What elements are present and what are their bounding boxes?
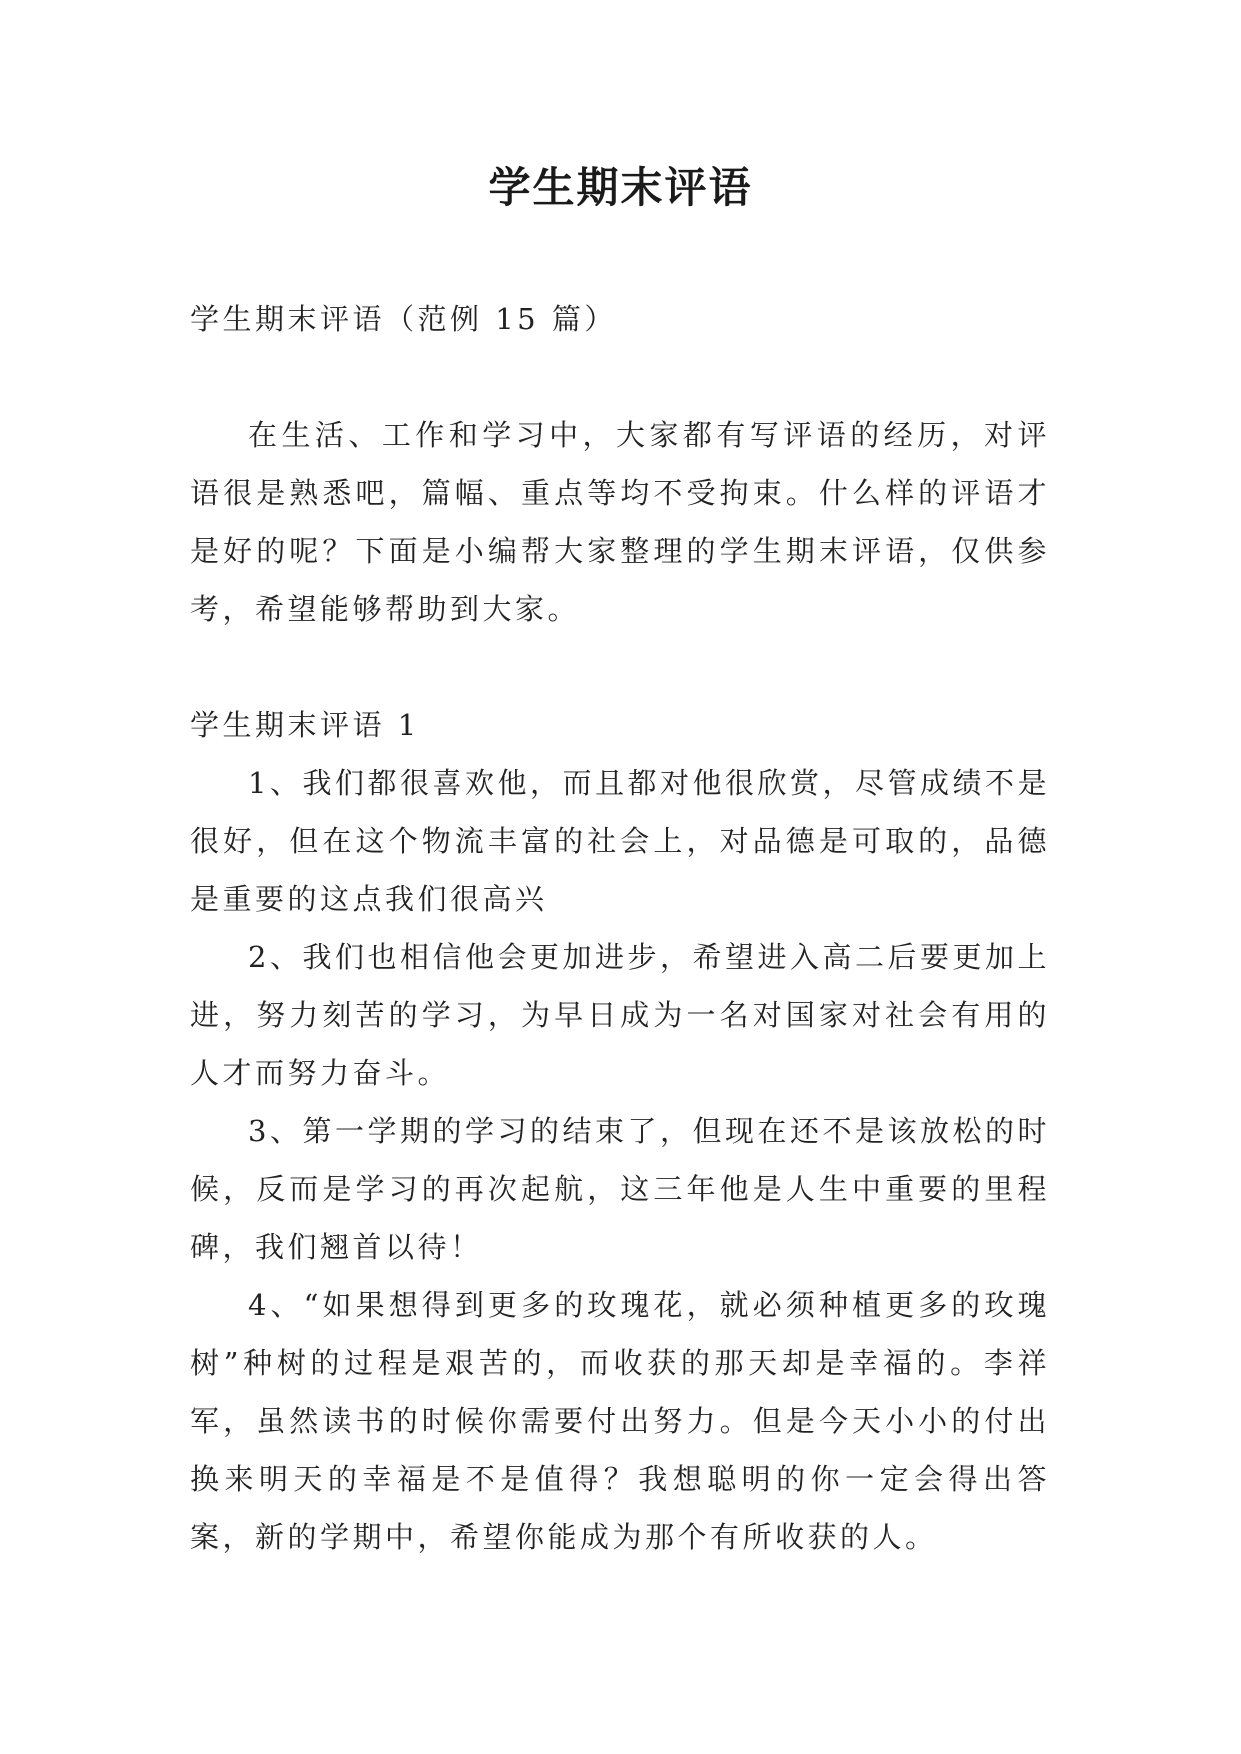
comment-item-3: 3、第一学期的学习的结束了，但现在还不是该放松的时候，反而是学习的再次起航，这三年他是人生中重要的里程碑，我们翘首以待！ xyxy=(190,1114,1050,1264)
document-title: 学生期末评语 xyxy=(488,163,753,212)
document-subtitle: 学生期末评语（范例 15 篇） xyxy=(190,302,617,336)
section-heading: 学生期末评语 1 xyxy=(190,708,420,742)
intro-paragraph: 在生活、工作和学习中，大家都有写评语的经历，对评语很是熟悉吧，篇幅、重点等均不受拘束。什么样的评语才是好的呢？下面是小编帮大家整理的学生期末评语，仅供参考，希望能够帮助到大家。 xyxy=(190,418,1050,626)
comment-item-4: 4、“如果想得到更多的玫瑰花，就必须种植更多的玫瑰树”种树的过程是艰苦的，而收获的那天却是幸福的。李祥军，虽然读书的时候你需要付出努力。但是今天小小的付出换来明天的幸福是不是值得？我想聪明的你一定会得出答案，新的学期中，希望你能成为那个有所收获的人。 xyxy=(190,1288,1050,1554)
document-body xyxy=(190,290,1050,1566)
comment-item-1: 1、我们都很喜欢他，而且都对他很欣赏，尽管成绩不是很好，但在这个物流丰富的社会上，对品德是可取的，品德是重要的这点我们很高兴 xyxy=(190,766,1050,916)
comment-item-2: 2、我们也相信他会更加进步，希望进入高二后要更加上进，努力刻苦的学习，为早日成为一名对国家对社会有用的人才而努力奋斗。 xyxy=(190,940,1050,1090)
